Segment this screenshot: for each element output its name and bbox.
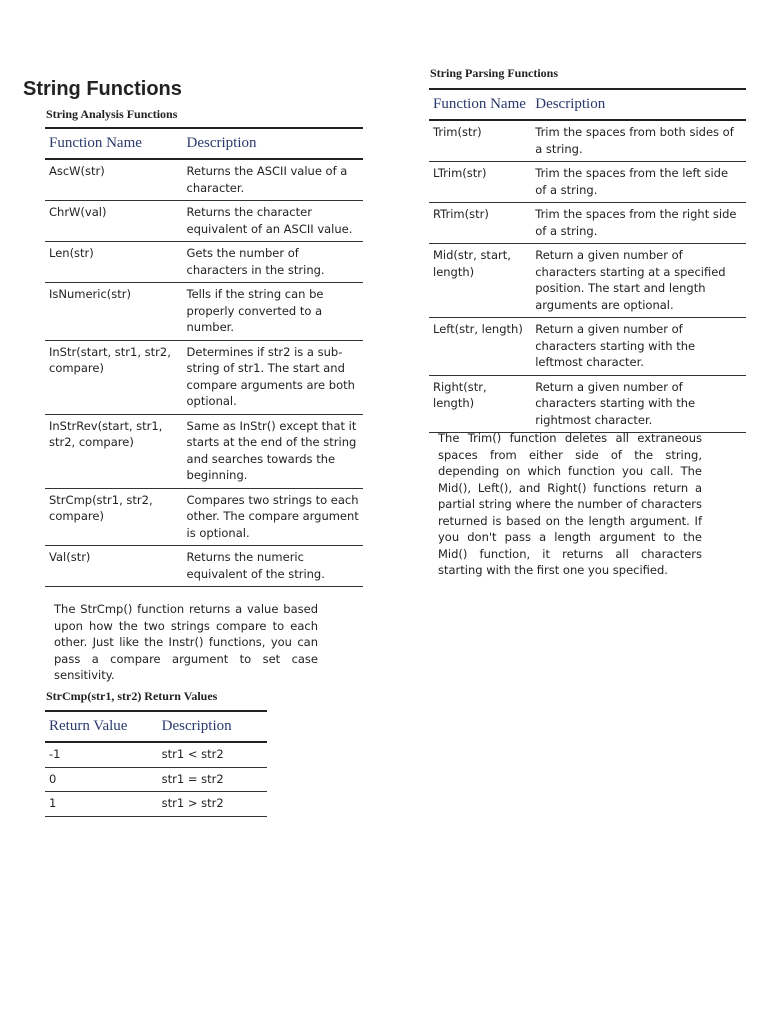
column-header-return-value: Return Value xyxy=(45,711,158,742)
description-cell: str1 = str2 xyxy=(158,767,267,792)
page-title: String Functions xyxy=(23,78,182,100)
table-row xyxy=(45,159,363,201)
column-header-description: Description xyxy=(158,711,267,742)
column-header-description: Description xyxy=(183,128,363,159)
analysis-table-caption: String Analysis Functions xyxy=(46,107,178,121)
function-name-cell: RTrim(str) xyxy=(429,203,531,244)
description-cell: Gets the number of characters in the string. xyxy=(183,242,363,283)
table-row xyxy=(45,242,363,283)
function-name-cell: Mid(str, start, length) xyxy=(429,244,531,318)
table-row xyxy=(429,162,746,203)
description-cell: Returns the numeric equivalent of the string. xyxy=(183,546,363,587)
table-row xyxy=(429,244,746,318)
table-row xyxy=(45,767,267,792)
description-cell: Trim the spaces from the right side of a string. xyxy=(531,203,746,244)
string-analysis-table xyxy=(45,127,363,587)
function-name-cell: InStr(start, str1, str2, compare) xyxy=(45,340,183,414)
table-row xyxy=(45,201,363,242)
table-row xyxy=(45,340,363,414)
description-cell: Tells if the string can be properly converted to a number. xyxy=(183,283,363,341)
description-cell: Compares two strings to each other. The compare argument is optional. xyxy=(183,488,363,546)
description-cell: Trim the spaces from both sides of a string. xyxy=(531,120,746,162)
description-cell: str1 < str2 xyxy=(158,742,267,767)
description-cell: Return a given number of characters starting with the leftmost character. xyxy=(531,318,746,376)
table-header-row xyxy=(45,128,363,159)
table-row xyxy=(45,414,363,488)
function-name-cell: Len(str) xyxy=(45,242,183,283)
description-cell: Returns the ASCII value of a character. xyxy=(183,159,363,201)
table-row xyxy=(45,488,363,546)
parsing-table-caption: String Parsing Functions xyxy=(430,66,559,80)
table-header-row xyxy=(429,89,746,120)
description-cell: Trim the spaces from the left side of a string. xyxy=(531,162,746,203)
strcmp-return-values-table xyxy=(45,710,267,817)
table-row xyxy=(45,742,267,767)
function-name-cell: StrCmp(str1, str2, compare) xyxy=(45,488,183,546)
function-name-cell: IsNumeric(str) xyxy=(45,283,183,341)
table-row xyxy=(45,283,363,341)
table-header-row xyxy=(45,711,267,742)
function-name-cell: Val(str) xyxy=(45,546,183,587)
table-row xyxy=(429,203,746,244)
table-row xyxy=(45,546,363,587)
table-row xyxy=(429,120,746,162)
table-row xyxy=(45,792,267,817)
column-header-function-name: Function Name xyxy=(429,89,531,120)
function-name-cell: ChrW(val) xyxy=(45,201,183,242)
description-cell: Return a given number of characters starting at a specified position. The start and length arguments are optional. xyxy=(531,244,746,318)
description-cell: Same as InStr() except that it starts at the end of the string and searches towards the beginning. xyxy=(183,414,363,488)
return-value-cell: 0 xyxy=(45,767,158,792)
description-cell: Returns the character equivalent of an ASCII value. xyxy=(183,201,363,242)
function-name-cell: Right(str, length) xyxy=(429,375,531,433)
function-name-cell: Trim(str) xyxy=(429,120,531,162)
table-row xyxy=(429,318,746,376)
description-cell: Return a given number of characters starting with the rightmost character. xyxy=(531,375,746,433)
function-name-cell: AscW(str) xyxy=(45,159,183,201)
function-name-cell: Left(str, length) xyxy=(429,318,531,376)
column-header-description: Description xyxy=(531,89,746,120)
description-cell: str1 > str2 xyxy=(158,792,267,817)
function-name-cell: InStrRev(start, str1, str2, compare) xyxy=(45,414,183,488)
string-parsing-table xyxy=(429,88,746,433)
returns-table-caption: StrCmp(str1, str2) Return Values xyxy=(46,689,218,703)
function-name-cell: LTrim(str) xyxy=(429,162,531,203)
table-row xyxy=(429,375,746,433)
trim-note-paragraph: The Trim() function deletes all extraneous spaces from either side of the string, depending on which function you call. The Mid(), Left(), and Right() functions return a partial string where the number of characters returned is based on the length argument. If you don't pass a length argument to the Mid() function, it returns all characters starting with the first one you specified. xyxy=(438,431,702,577)
strcmp-note-paragraph: The StrCmp() function returns a value based upon how the two strings compare to each other. Just like the Instr() functions, you can pass a compare argument to set case sensitivity. xyxy=(54,602,318,682)
column-header-function-name: Function Name xyxy=(45,128,183,159)
return-value-cell: 1 xyxy=(45,792,158,817)
return-value-cell: -1 xyxy=(45,742,158,767)
description-cell: Determines if str2 is a sub-string of str1. The start and compare arguments are both optional. xyxy=(183,340,363,414)
